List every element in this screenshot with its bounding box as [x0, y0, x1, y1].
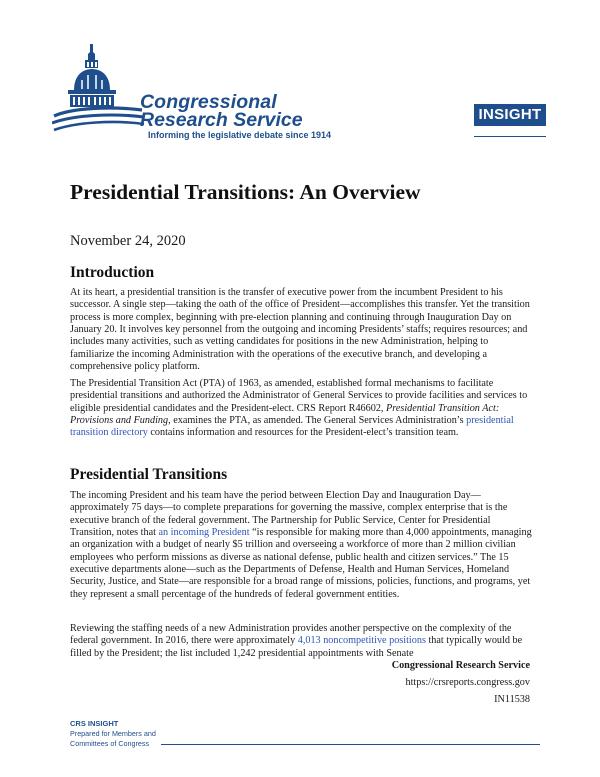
transition-directory-link[interactable]: presidential transition directory: [70, 415, 514, 439]
footer-crs-insight-label: CRS INSIGHT: [70, 719, 119, 728]
footer-divider: [161, 744, 540, 745]
org-name-line1: Congressional: [140, 91, 277, 113]
pt-p1-text-a: The incoming President and his team have the period between Election Day and Inauguration Day—approximately 75 days—to complete preparations for governing the massive, complex enterprise that is the executive branch of the federal government. The Partnership for Public Service, Center for Presidential Transition, notes that: [70, 490, 508, 539]
transitions-paragraph-2-text: [70, 623, 532, 660]
capitol-dome-icon: [52, 42, 144, 142]
intro-paragraph-2: [70, 378, 532, 440]
org-tagline: Informing the legislative debate since 1914: [148, 130, 332, 140]
pt-p2-text-b: that typically would be filled by the President; the list included 1,242 presidential appointments with Senate: [70, 635, 523, 659]
footer-report-id: IN11538: [494, 694, 530, 705]
section-heading-presidential-transitions: Presidential Transitions: [70, 466, 228, 483]
footer-url[interactable]: https://crsreports.congress.gov: [405, 677, 530, 688]
intro-p2-text-c: contains information and resources for the President-elect’s transition team.: [147, 427, 459, 439]
page-title: Presidential Transitions: An Overview: [70, 180, 421, 204]
incoming-president-link[interactable]: an incoming President: [158, 527, 250, 539]
header-divider: [474, 136, 546, 137]
transitions-paragraph-2: [70, 623, 532, 660]
noncompetitive-positions-link[interactable]: 4,013 noncompetitive positions: [297, 635, 426, 647]
intro-paragraph-1-text: At its heart, a presidential transition is the transfer of executive power from the incumbent President to his successor. A single step—taking the oath of the office of President—accomplishes this transfer. Yet the transition process is more complex, beginning with pre-election planning and continuing through Inauguration Day on January 20. It involves key personnel from the outgoing and incoming Presidents’ staffs; requires resources; and includes many activities, such as vetting candidates for positions in the new Administration, helping to familiarize the incoming Administration with the operations of the executive branch, and developing a comprehensive policy platform.: [70, 287, 530, 373]
transitions-paragraph-1-text: [70, 490, 532, 601]
section-heading-introduction: Introduction: [70, 264, 155, 281]
footer-prepared-line2: Committees of Congress: [70, 739, 150, 748]
report-title-italic: Presidential Transition Act: Provisions and Funding: [70, 402, 500, 427]
publication-date: November 24, 2020: [70, 233, 186, 249]
pt-p2-text-a: Reviewing the staffing needs of a new Administration provides another perspective on the complexity of the federal government. In 2016, there were approximately: [70, 623, 512, 647]
org-name-line2: Research Service: [140, 109, 303, 131]
intro-paragraph-1: [70, 287, 532, 373]
footer-org: Congressional Research Service: [391, 660, 530, 671]
intro-p2-text-b: , examines the PTA, as amended. The General Services Administration’s: [168, 415, 467, 427]
insight-badge: INSIGHT: [474, 104, 546, 126]
intro-p2-text-a: The Presidential Transition Act (PTA) of 1963, as amended, established formal mechanisms to facilitate presidential transitions and authorized the Administrator of General Services to provide facilities and services to eligible presidential candidates and the President-elect. CRS Report R46602,: [70, 378, 528, 414]
footer-prepared-line1: Prepared for Members and: [70, 729, 156, 738]
transitions-paragraph-1: [70, 490, 532, 601]
intro-paragraph-2-text: [70, 378, 532, 440]
pt-p1-text-b: “is responsible for making more than 4,000 appointments, managing an organization with a budget of nearly $5 trillion and overseeing a workforce of more than 2 million civilian employees who perform missions as diverse as national defense, public health and citizen services.” The 15 executive departments alone—such as the Departments of Defense, Health and Human Services, Homeland Security, Justice, and State—are responsible for a broad range of missions, policies, functions, and programs, yet they represent a small percentage of the hundreds of federal government entities.: [70, 527, 532, 600]
